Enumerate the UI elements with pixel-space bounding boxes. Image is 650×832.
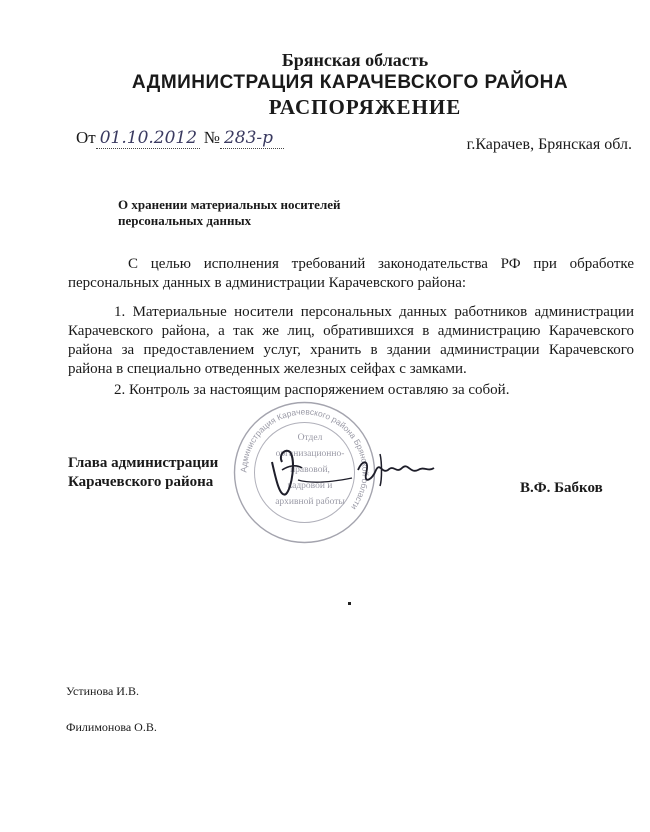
document-type-heading: РАСПОРЯЖЕНИЕ [268,95,462,119]
from-label: От [76,128,96,147]
subject-line-2: персональных данных [118,213,252,228]
stamp-center-line-1: Отдел [297,433,323,443]
administration-heading: АДМИНИСТРАЦИЯ КАРАЧЕВСКОГО РАЙОНА [131,72,569,93]
stamp-center-line-5: архивной работы [275,497,345,507]
document-subject [118,197,438,229]
date-number-line [76,128,284,149]
signatory-title-line-2: Карачевского района [68,474,214,490]
stamp-center-line-2: организационно- [275,449,345,459]
order-item-1: 1. Материальные носители персональных данных работников администрации Карачевского района, а так же лиц, обратившихся в администрацию Карачевского района за предоставлением услуг, хранить в здании администрации Карачевского района в специально отведенных железных сейфах с замками. [68,304,634,377]
intro-paragraph: С целью исполнения требований законодательства РФ при обработке персональных данных в администрации Карачевского района: [68,256,634,291]
signatory-title-line-1: Глава администрации [68,455,219,471]
handwritten-signature [262,440,442,510]
city-label: г.Карачев, Брянская обл. [466,136,632,153]
executor-2: Филимонова О.В. [66,720,157,734]
stray-mark [348,602,351,605]
region-heading: Брянская область [281,50,429,70]
signatory-name: В.Ф. Бабков [520,480,603,496]
subject-line-1: О хранении материальных носителей [118,197,341,212]
stamp-center-line-3: правовой, [290,465,330,475]
document-number: 283-р [220,128,284,149]
signatory-title [68,454,218,492]
order-item-2: 2. Контроль за настоящим распоряжением оставляю за собой. [114,382,510,398]
stamp-ring-text: Администрация Карачевского района Брянской области [238,406,371,512]
stamp-center-line-4: кадровой и [287,481,333,491]
number-label: № [203,128,220,147]
executor-1: Устинова И.В. [66,684,139,698]
document-date: 01.10.2012 [96,128,200,149]
